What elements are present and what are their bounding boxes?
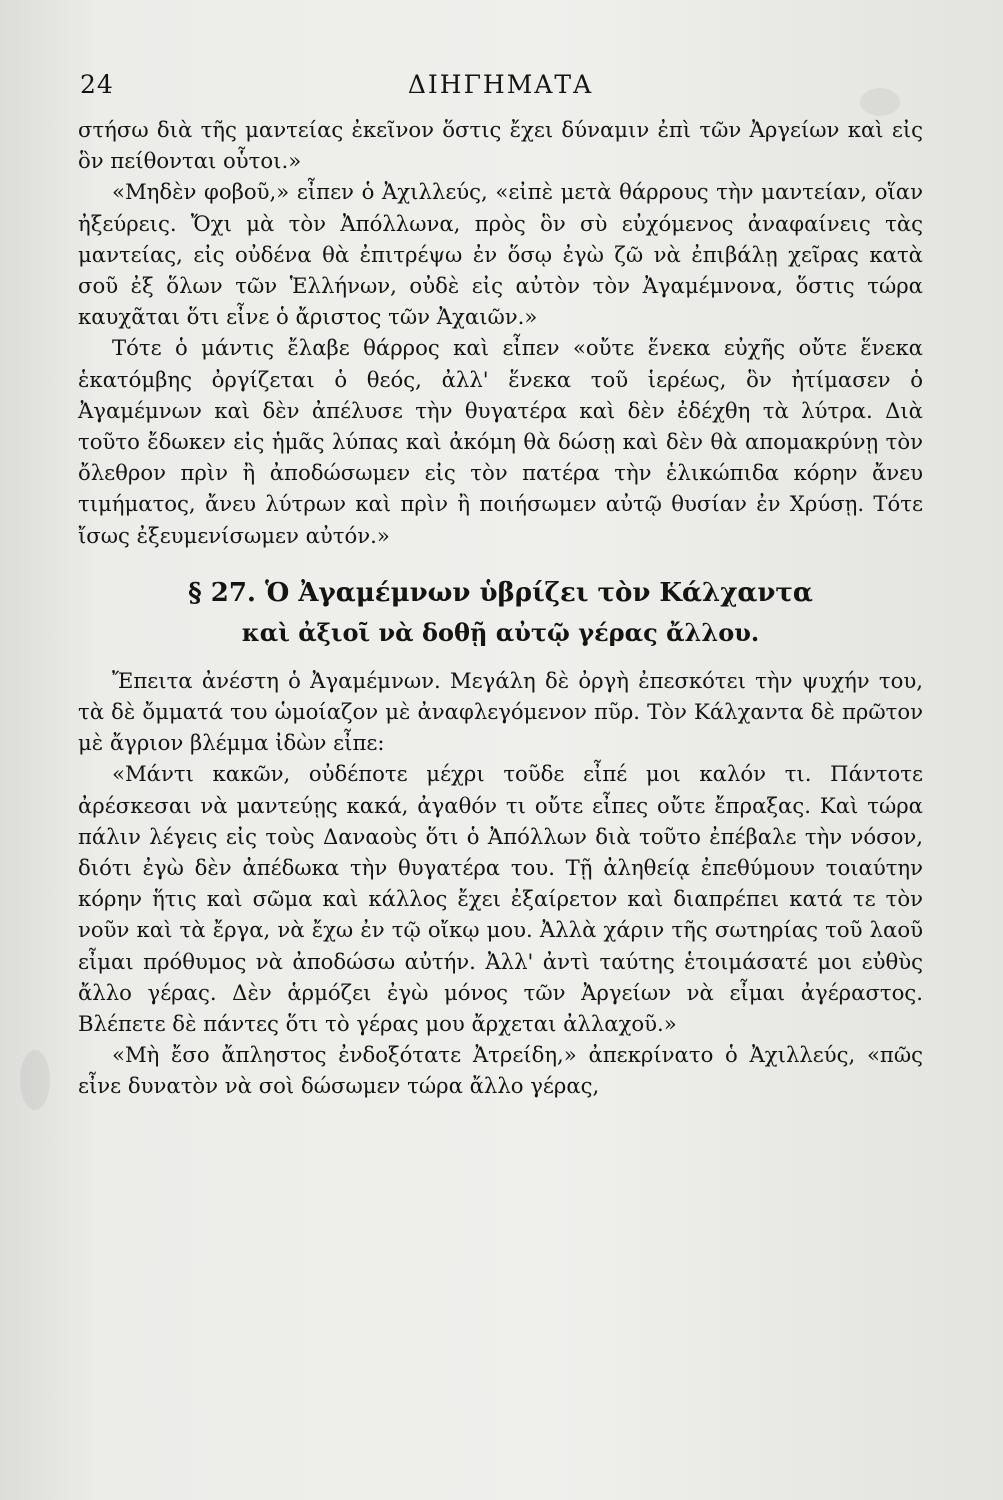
- section-title-line1: Ὁ Ἀγαμέμνων ὑβρίζει τὸν Κάλχαντα: [265, 577, 813, 608]
- section-heading: [78, 573, 923, 653]
- paragraph: «Μηδὲν φοβοῦ,» εἶπεν ὁ Ἀχιλλεύς, «εἰπὲ μετὰ θάρρους τὴν μαντείαν, οἵαν ἠξεύρεις. Ὄχι μὰ τὸν Ἀπόλλωνα, πρὸς ὃν σὺ εὐχόμενος ἀναφαίνεις τὰς μαντείας, εἰς οὐδένα θὰ ἐπιτρέψω ἐν ὅσῳ ἐγὼ ζῶ νὰ ἐπιβάλῃ χεῖρας κατὰ σοῦ ἐξ ὅλων τῶν Ἑλλήνων, οὐδὲ εἰς αὐτὸν τὸν Ἀγαμέμνονα, ὅστις τώρα καυχᾶται ὅτι εἶνε ὁ ἄριστος τῶν Ἀχαιῶν.»: [78, 179, 923, 330]
- running-header: [78, 70, 923, 114]
- paragraph: Ἔπειτα ἀνέστη ὁ Ἀγαμέμνων. Μεγάλη δὲ ὀργὴ ἐπεσκότει τὴν ψυχήν του, τὰ δὲ ὄμματά του ὡμοίαζον μὲ ἀναφλεγόμενον πῦρ. Τὸν Κάλχαντα δὲ πρῶτον μὲ ἄγριον βλέμμα ἰδὼν εἶπε:: [78, 667, 923, 756]
- ink-smudge: [20, 1050, 50, 1110]
- body-text: [78, 114, 923, 1102]
- paragraph: «Μὴ ἔσο ἄπληστος ἐνδοξότατε Ἀτρείδη,» ἀπεκρίνατο ὁ Ἀχιλλεύς, «πῶς εἶνε δυνατὸν νὰ σοὶ δώσωμεν τώρα ἄλλο γέρας,: [78, 1042, 923, 1099]
- running-title: ΔΙΗΓΗΜΑΤΑ: [407, 70, 594, 99]
- section-title-line2: καὶ ἀξιοῖ νὰ δοθῇ αὐτῷ γέρας ἄλλου.: [241, 617, 760, 647]
- section-number: § 27.: [188, 577, 256, 608]
- page-number: 24: [80, 70, 114, 99]
- paragraph: Τότε ὁ μάντις ἔλαβε θάρρος καὶ εἶπεν «οὔτε ἕνεκα εὐχῆς οὔτε ἕνεκα ἑκατόμβης ὀργίζεται ὁ θεός, ἀλλ' ἕνεκα τοῦ ἱερέως, ὃν ἠτίμασεν ὁ Ἀγαμέμνων καὶ δὲν ἀπέλυσε τὴν θυγατέρα καὶ δὲν ἐδέχθη τὰ λύτρα. Διὰ τοῦτο ἔδωκεν εἰς ἡμᾶς λύπας καὶ ἀκόμη θὰ δώσῃ καὶ δὲν θὰ απομακρύνῃ τὸν ὄλεθρον πρὶν ἢ ἀποδώσωμεν εἰς τὸν πατέρα τὴν ἑλικώπιδα κόρην ἄνευ τιμήματος, ἄνευ λύτρων καὶ πρὶν ἢ ποιήσωμεν αὐτῷ θυσίαν ἐν Χρύσῃ. Τότε ἴσως ἐξευμενίσωμεν αὐτόν.»: [78, 335, 923, 548]
- paragraph: στήσω διὰ τῆς μαντείας ἐκεῖνον ὅστις ἔχει δύναμιν ἐπὶ τῶν Ἀργείων καὶ εἰς ὃν πείθονται οὗτοι.»: [78, 117, 923, 174]
- paragraph: «Μάντι κακῶν, οὐδέποτε μέχρι τοῦδε εἶπέ μοι καλόν τι. Πάντοτε ἀρέσκεσαι νὰ μαντεύῃς κακά, ἀγαθόν τι οὔτε εἶπες οὔτε ἔπραξας. Καὶ τώρα πάλιν λέγεις εἰς τοὺς Δαναοὺς ὅτι ὁ Ἀπόλλων διὰ τοῦτο ἐπέβαλε τὴν νόσον, διότι ἐγὼ δὲν ἀπέδωκα τὴν θυγατέρα του. Τῇ ἀληθείᾳ ἐπεθύμουν τοιαύτην κόρην ἥτις καὶ σῶμα καὶ κάλλος ἔχει ἐξαίρετον καὶ διαπρέπει κατά τε τὸν νοῦν καὶ τὰ ἔργα, νὰ ἔχω ἐν τῷ οἴκῳ μου. Ἀλλὰ χάριν τῆς σωτηρίας τοῦ λαοῦ εἶμαι πρόθυμος νὰ ἀποδώσω αὐτήν. Ἀλλ' ἀντὶ ταύτης ἑτοιμάσατέ μοι εὐθὺς ἄλλο γέρας. Δὲν ἁρμόζει ἐγὼ μόνος τῶν Ἀργείων νὰ εἶμαι ἀγέραστος. Βλέπετε δὲ πάντες ὅτι τὸ γέρας μου ἄρχεται ἀλλαχοῦ.»: [78, 761, 923, 1037]
